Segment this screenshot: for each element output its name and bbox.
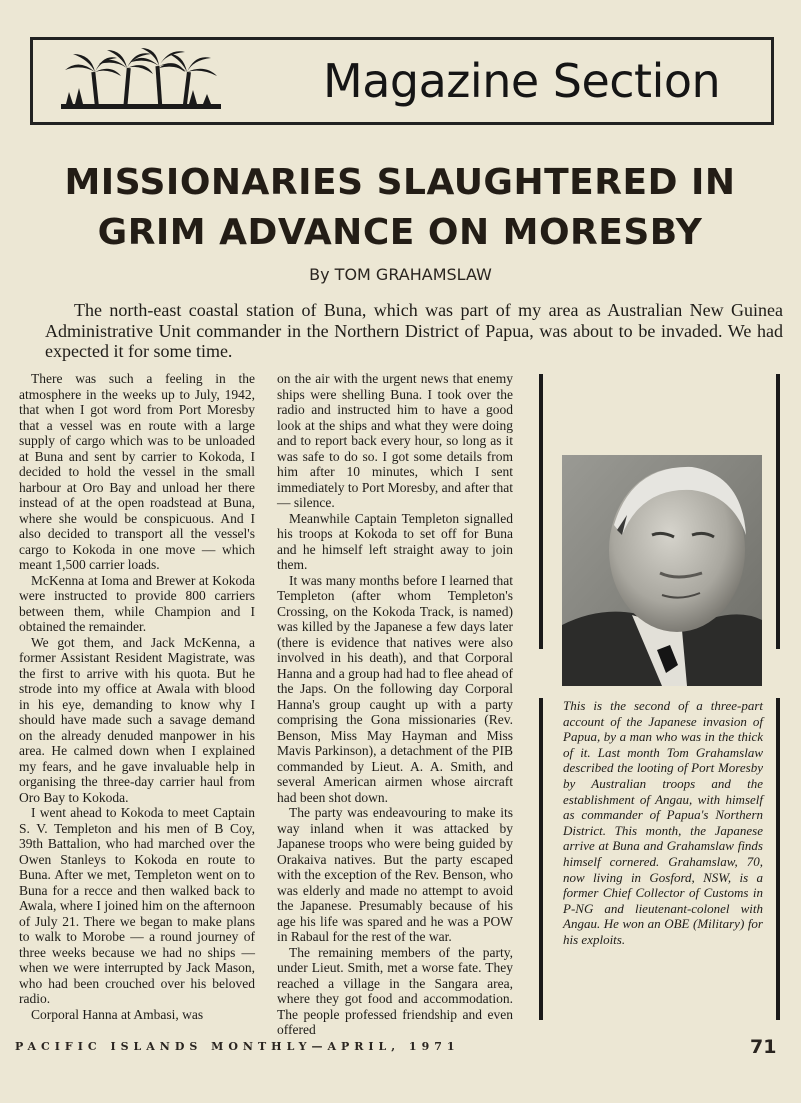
intro-paragraph: The north-east coastal station of Buna, which was part of my area as Australian New Guinea Administrative Unit commander in the Northern District of Papua, was about to be invaded. We had expected it for some time.	[45, 300, 783, 361]
photo-caption: This is the second of a three-part account of the Japanese invasion of Papua, by a man who was in the thick of it. Last month Tom Grahamslaw described the looting of Port Moresby by Australian troops and the establishment of Angau, with himself as commander of Papua's Northern District. This month, the Japanese arrive at Buna and Grahamslaw finds himself cornered. Grahamslaw, 70, now living in Gosford, NSW, is a former Chief Collector of Customs in P-NG and lieutenant-colonel with Angau. He won an OBE (Military) for his exploits.	[563, 698, 763, 947]
paragraph: I went ahead to Kokoda to meet Captain S. V. Templeton and his men of B Coy, 39th Battalion, who had marched over the Owen Stanleys to Kokoda en route to Buna. After we met, Templeton went on to Buna for a recce and then walked back to Awala, where I joined him on the afternoon of July 21. There we began to make plans to walk to Morobe — a round journey of three weeks because we had no ships — when we were interrupted by Jack Mason, who had been crouched over his beloved radio.	[19, 805, 255, 1006]
byline: By TOM GRAHAMSLAW	[309, 265, 492, 284]
article-column-2	[277, 371, 513, 1037]
magazine-section-banner	[30, 37, 774, 125]
paragraph: McKenna at Ioma and Brewer at Kokoda were instructed to provide 800 carriers between them, while Champion and I obtained the remainder.	[19, 572, 255, 634]
page-number: 71	[750, 1036, 777, 1058]
sidebar-rule	[776, 698, 780, 1020]
paragraph: Meanwhile Captain Templeton signalled his troops at Kokoda to set off for Buna and he himself left straight away to join them.	[277, 510, 513, 572]
paragraph: Corporal Hanna at Ambasi, was	[31, 1006, 204, 1022]
author-portrait-photo	[562, 455, 762, 686]
paragraph: It was many months before I learned that Templeton (after whom Templeton's Crossing, on the Kokoda Track, is named) was killed by the Japanese a few days later (there is evidence that natives were also involved in his death), and that Corporal Hanna and a group had had to flee ahead of the Japs. On the following day Corporal Hanna's group caught up with a party comprising the Gona missionaries (Rev. Benson, Miss May Hayman and Miss Mavis Parkinson), a detachment of the PIB commanded by Lieut. A. A. Smith, and several American airmen whose aircraft had been shot down.	[277, 572, 513, 805]
palm-trees-icon	[61, 48, 221, 114]
section-title: Magazine Section	[323, 54, 721, 108]
article-column-1	[19, 371, 255, 1023]
sidebar-rule	[539, 374, 543, 649]
paragraph: on the air with the urgent news that enemy ships were shelling Buna. I took over the radio and instructed him to have a good look at the ships and what they were doing and to report back every hour, so long as it was safe to do so. I got some details from him after 10 minutes, which I sent immediately to Port Moresby, and after that — silence.	[277, 371, 513, 510]
paragraph: The party was endeavouring to make its way inland when it was attacked by Japanese troops who were being guided by Orakaiva natives. But the party escaped with the exception of the Rev. Benson, who was elderly and made no attempt to avoid the Japanese. Presumably because of his age his life was spared and he was a POW in Rabaul for the rest of the war.	[277, 805, 513, 944]
paragraph: We got them, and Jack McKenna, a former Assistant Resident Magistrate, was the first to arrive with his quota. But he strode into my office at Awala with blood in his eye, demanding to know why I should have made such a savage demand on the already denuded manpower in his area. He calmed down when I explained my fears, and he gave invaluable help in organising the three-day carrier haul from Oro Bay to Kokoda.	[19, 634, 255, 805]
footer-publication: PACIFIC ISLANDS MONTHLY—APRIL, 1971	[15, 1040, 460, 1053]
sidebar-rule	[776, 374, 780, 649]
paragraph: There was such a feeling in the atmosphere in the weeks up to July, 1942, that when I got word from Port Moresby that a vessel was en route with a large supply of cargo which was to be unloaded at Buna and sent by carrier to Kokoda, I decided to hold the vessel in the small harbour at Oro Bay and unload her there instead of at the open roadstead at Buna, where she would be conspicuous. And I also decided to transport all the vessel's cargo to Kokoda in one move — which meant 1,500 carrier loads.	[19, 371, 255, 572]
headline-line-1: MISSIONARIES SLAUGHTERED IN	[64, 162, 736, 203]
sidebar-rule	[539, 698, 543, 1020]
headline-line-2: GRIM ADVANCE ON MORESBY	[97, 212, 703, 253]
paragraph: The remaining members of the party, under Lieut. Smith, met a worse fate. They reached a village in the Sangara area, where they got food and accommodation. The people professed friendship and even offered	[277, 944, 513, 1037]
